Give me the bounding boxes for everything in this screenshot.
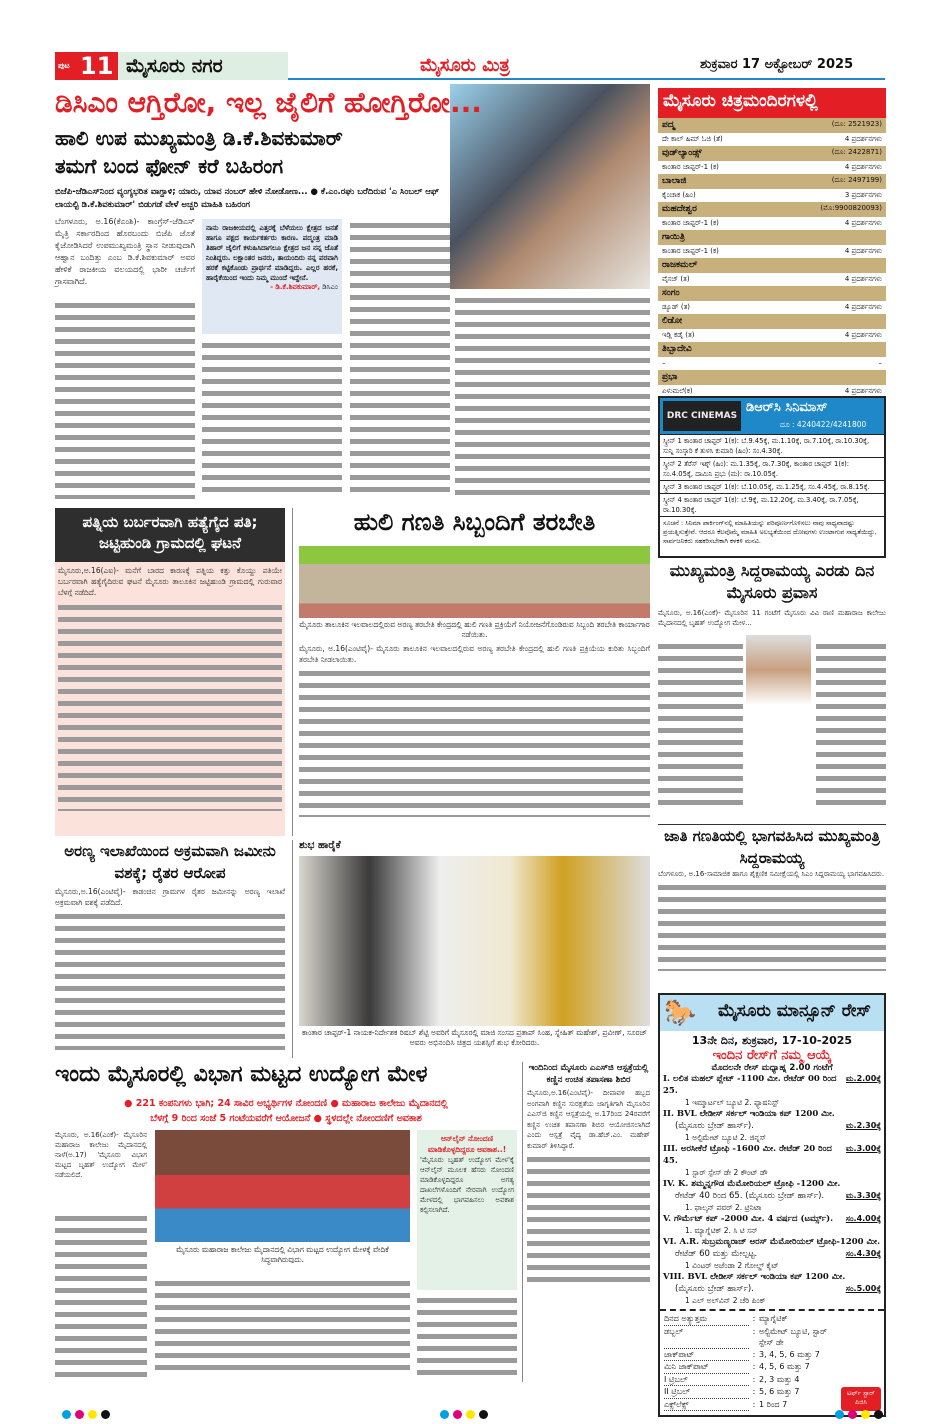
cinema-name: ಮಹದೇಶ್ವರ	[662, 204, 697, 214]
summary-value: 2, 3 ಮತ್ತು 4	[759, 1374, 800, 1384]
cinema-name: ಲಿಡೋ	[662, 316, 683, 326]
job-fair-bullets-2: ಬೆಳಗ್ಗೆ 9 ರಿಂದ ಸಂಜೆ 5 ಗಂಟೆಯವರೆಗೆ ಆಯೋಜನೆ ● ಸ್ಥಳದಲ್ಲೇ ನೋಂದಣಿಗೆ ಅವಕಾಶ	[150, 1113, 422, 1124]
murder-body-lines	[58, 601, 282, 811]
race-day: 13ನೇ ದಿನ, ಶುಕ್ರವಾರ, 17-10-2025	[691, 1034, 853, 1047]
cm-visit-body-lines-2	[816, 640, 886, 810]
cinema-film-row	[658, 161, 886, 174]
murder-headline: ಪತ್ನಿಯ ಬರ್ಬರವಾಗಿ ಹತ್ಯೆಗೈದ ಪತಿ; ಜಟ್ಟಿಹುಂಡಿ ಗ್ರಾಮದಲ್ಲಿ ಘಟನೆ	[55, 508, 285, 562]
drc-screen-row: ಸ್ಕ್ರೀನ್ 1 ಕಾಂತಾರ ಚಾಪ್ಟರ್ 1(ಕ): ಬೆ.9.45ಕ್ಕೆ, ಮ.1.10ಕ್ಕೆ, ರಾ.7.10ಕ್ಕೆ, ರಾ.10.30ಕ್ಕೆ, ಸುನ್ನಿ ಸಂಸ್ಕಾರಿ ಕೆ ತುಳಸಿ ಕುಮಾರಿ (ಹಿಂ): ಸಂ.4.30ಕ್ಕೆ.	[660, 434, 884, 457]
lead-body-column-4	[455, 294, 650, 499]
race-picks: 1 ಇಮ್ಮಾರ್ಟಲ್ ಬ್ಯೂಟಿ 2. ಫ್ಯಾಷನಿಸ್ಟ್	[685, 1098, 779, 1107]
issue-date: ಶುಕ್ರವಾರ 17 ಅಕ್ಟೋಬರ್ 2025	[700, 57, 854, 72]
drc-phone: ದೂ : 4240422/4241800	[780, 420, 867, 429]
race-title-row	[663, 1143, 881, 1167]
race-name: V. ಗೌರ್ಮೆಟ್ ಕಪ್ -2000 ಮೀ. 4 ವರ್ಷದ (ಟರ್ಮ್ಸ್).	[663, 1214, 834, 1224]
race-name: IV. K. ಶಮ್ಮನ್ನಗೌಡ ಮೆಮೋರಿಯಲ್ ಟ್ರೋಫಿ -1200 ಮೀ.	[663, 1179, 841, 1189]
race-time: ಮ.3.00ಕ್ಕೆ	[845, 1144, 881, 1153]
lead-kicker: ಬಿಜೆಪಿ-ಜೆಡಿಎಸ್‌ನಿಂದ ವ್ಯಂಗ್ಯಭರಿತ ವಾಗ್ದಾಳಿ; ಯಾರು, ಯಾವ ನಂಬರ್ ಹೇಳಿ ನೋಡೋಣ... ● ಕೆ.ಎಂ.ರಘು ಬರೆದಿರುವ 'ಎ ಸಿಂಬಲ್ ಆಫ್ ಲಾಯಲ್ಟಿ ಡಿ.ಕೆ.ಶಿವಕುಮಾರ್' ಬಿಡುಗಡೆ ವೇಳೆ ಅಚ್ಚರಿ ಮಾಹಿತಿ ಬಹಿರಂಗ	[55, 187, 440, 210]
race-title-row	[663, 1178, 881, 1190]
cinema-name-row	[658, 258, 886, 273]
race-entry	[663, 1143, 881, 1178]
race-summary-row	[664, 1349, 880, 1362]
show-count: 4 ಪ್ರದರ್ಶನಗಳು	[844, 219, 882, 227]
turf-star-badge: ಟರ್ಫ್ ಸ್ಟಾರ್ ಪಿಜಿಸಿ	[841, 1387, 881, 1411]
murder-story	[55, 508, 285, 836]
race-title: ಮೈಸೂರು ಮಾನ್ಸೂನ್ ರೇಸ್	[718, 1001, 871, 1021]
film-title: ವೈಸಜ್ (ತ)	[662, 275, 690, 283]
race-sub-row	[663, 1190, 881, 1202]
summary-label: ಎಕ್ಸ್‌ಲೆಕ್ಸ್	[664, 1399, 749, 1412]
eye-camp-headline: ಇಂದಿನಿಂದ ಮೈಸೂರು ಎಎಸ್‌ಜಿ ಆಸ್ಪತ್ರೆಯಲ್ಲಿ ಕಣ್ಣಿನ ಉಚಿತ ತಪಾಸಣಾ ಶಿಬಿರ	[528, 1063, 649, 1085]
drc-screen-row: ಸ್ಕ್ರೀನ್ 2 ತೆರೆಸ್ ಇಶ್ಕ್ (ಹಿಂ): ಮ.1.35ಕ್ಕೆ, ರಾ.7.30ಕ್ಕೆ, ಕಾಂತಾರ ಚಾಪ್ಟರ್ 1(ಕ): ಸಂ.4.05ಕ್ಕೆ, ದಾಮಿನಿ ಪ್ರಭು (ಮ): ರಾ.10.05ಕ್ಕೆ.	[660, 457, 884, 480]
cinema-name: ವುಡ್‌ಲ್ಯಾಂಡ್ಸ್	[662, 148, 702, 158]
registration-marks-center	[440, 1404, 492, 1423]
job-fair-photo-caption: ಮೈಸೂರು ಮಹಾರಾಜ ಕಾಲೇಜು ಮೈದಾನದಲ್ಲಿ ವಿಭಾಗ ಮಟ್ಟದ ಉದ್ಯೋಗ ಮೇಳಕ್ಕೆ ವೇದಿಕೆ ಸಿದ್ಧವಾಗಿರುವುದು.	[176, 1245, 389, 1264]
quote-text: ನಾನು ರಾಜಕೀಯದಲ್ಲಿ ಎತ್ತರಕ್ಕೆ ಬೆಳೆಯಲು ಕ್ಷೇತ್ರದ ಜನತೆ ಹಾಗೂ ಪಕ್ಷದ ಕಾರ್ಯಕರ್ತರು ಕಾರಣ. ಪದ್ಮಂತ್ರ ಮಾಡಿ ತಿಹಾರ್ ಜೈಲಿಗೆ ಕಳುಹಿಸಿದಾಗಲೂ ಕ್ಷೇತ್ರದ ಜನ ನನ್ನ ಜೊತೆ ನಿಂತಿದ್ದರು. ಲಕ್ಷಾಂತರ ಜನರು, ತಾಯಂದಿರು ನನ್ನ ಪರವಾಗಿ ಹರಕೆ ಕಟ್ಟಿಕೊಂಡು ಪ್ರಾರ್ಥನೆ ಮಾಡಿದ್ದರು. ಎಲ್ಲರ ಹರಕೆ, ಹಾರೈಕೆಯಿಂದ ಇಂದು ನಿಮ್ಮ ಮುಂದೆ ಇದ್ದೇನೆ.	[206, 224, 338, 282]
film-title: ಕಾಂತಾರ ಚಾಪ್ಟರ್-1 (ಕ)	[662, 163, 719, 171]
job-fair-body: ಮೈಸೂರು, ಅ.16(ಎಂಕೆ)- ಮೈಸೂರಿನ ಮಹಾರಾಜ ಕಾಲೇಜು ಮೈದಾನದಲ್ಲಿ ನಾಳೆ(ಅ.17) 'ಮೈಸೂರು ವಿಭಾಗ ಮಟ್ಟದ ಬೃಹತ್ ಉದ್ಯೋಗ ಮೇಳ' ನಡೆಯಲಿದೆ.	[55, 1131, 147, 1179]
lead-body-column-2	[202, 339, 342, 499]
race-first-time: ಮೊದಲನೇ ರೇಸ್ ಮಧ್ಯಾಹ್ನ 2.00 ಗಂಟೆಗೆ	[711, 1063, 833, 1073]
race-time: ಮ.3.30ಕ್ಕೆ	[845, 1191, 881, 1200]
film-title: ಕಾಂತಾರ ಚಾಪ್ಟರ್-1 (ಕ)	[662, 247, 719, 255]
summary-value: 3, 4, 5, 6 ಮತ್ತು 7	[759, 1349, 820, 1359]
race-picks: 1 ಸ್ಟಾರ್ ಸ್ಪೇಸ್ ಡೇ 2 ಕೌಂಟ್ ಡೌ	[685, 1168, 768, 1177]
drc-screen-row: ಸ್ಕ್ರೀನ್ 4 ಕಾಂತಾರ ಚಾಪ್ಟರ್ 1(ಕ): ಬೆ.9ಕ್ಕೆ, ಮ.12.20ಕ್ಕೆ, ಮ.3.40ಕ್ಕೆ, ರಾ.7.05ಕ್ಕೆ, ರಾ.10.30ಕ್ಕೆ.	[660, 493, 884, 516]
race-time: ಮ.2.30ಕ್ಕೆ	[845, 1121, 881, 1130]
summary-label: ಮಿನಿ ಜಾಕ್‌ಪಾಟ್	[664, 1361, 749, 1374]
summary-sep: :	[752, 1349, 756, 1359]
online-registration-body: 'ಮೈಸೂರು ಬೃಹತ್ ಉದ್ಯೋಗ ಮೇಳ'ಕ್ಕೆ ಆನ್‌ಲೈನ್ ಮೂಲಕ ಹೆಸರು ನೋಂದಣಿ ಮಾಡಿಕೊಳ್ಳದಿದ್ದರೂ ಅಗತ್ಯ ದಾಖಲೆಗಳೊಂದಿಗೆ ನೇರವಾಗಿ ಉದ್ಯೋಗ ಮೇಳದಲ್ಲಿ ಭಾಗವಹಿಸಲು ಅವಕಾಶ ಕಲ್ಪಿಸಲಾಗಿದೆ.	[420, 1156, 514, 1214]
cinema-film-row	[658, 245, 886, 258]
race-sub-row	[663, 1120, 881, 1132]
film-title: ದೇ ಕಾಲ್ ಹಿಮ್ ಓಜಿ (ತೆ)	[662, 135, 723, 143]
show-count: 4 ಪ್ರದರ್ಶನಗಳು	[844, 163, 882, 171]
job-fair-body-lines-3	[417, 1294, 517, 1377]
cinema-phone: (ದೂ: 2497199)	[831, 176, 882, 184]
summary-value: ಮ್ಯಾಗ್ನೆಟಿಕ್	[759, 1314, 788, 1323]
show-count: 4 ಪ್ರದರ್ಶನಗಳು	[844, 387, 882, 395]
summary-label: ಡಬ್ಬಲ್	[664, 1326, 749, 1349]
job-fair-story	[55, 1062, 517, 1382]
race-sub-row	[663, 1248, 881, 1260]
show-count: –	[878, 359, 882, 367]
cinema-film-row	[658, 217, 886, 230]
race-summary-row	[664, 1313, 880, 1326]
cinema-name: ಸಂಗಂ	[662, 288, 680, 298]
drc-title: ಡಿಆರ್‌ಸಿ ಸಿನಿಮಾಸ್	[746, 400, 828, 415]
forest-headline: ಅರಣ್ಯ ಇಲಾಖೆಯಿಂದ ಅಕ್ರಮವಾಗಿ ಜಮೀನು ವಶಕ್ಕೆ; ರೈತರ ಆರೋಪ	[64, 842, 276, 882]
registration-marks-left	[62, 1404, 114, 1423]
drc-screen-row: ಸ್ಕ್ರೀನ್ 3 ಕಾಂತಾರ ಚಾಪ್ಟರ್ 1(ಕ): ಬೆ.10.05ಕ್ಕೆ, ಮ.1.25ಕ್ಕೆ, ಸಂ.4.45ಕ್ಕೆ, ರಾ.8.15ಕ್ಕೆ.	[660, 480, 884, 493]
cm-visit-body: ಮೈಸೂರು, ಅ.16(ಎಂಕೆ)- ಮೈಸೂರಿನ 11 ಗಂಟೆಗೆ ಮೈಸೂರು ವಿವಿ ರಾಣಿ ಮಹಾರಾಜ ಕಾಲೇಜು ಮೈದಾನದಲ್ಲಿ ಬೃಹತ್ ಉದ್ಯೋಗ ಮೇಳ...	[658, 609, 886, 627]
caste-census-story	[658, 824, 886, 990]
race-title-row	[663, 1108, 881, 1120]
summary-label: ಜಾಕ್‌ಪಾಟ್	[664, 1349, 749, 1362]
show-count: 4 ಪ್ರದರ್ಶನಗಳು	[844, 275, 882, 283]
cinema-film-row	[658, 301, 886, 314]
forest-story	[55, 840, 285, 1058]
job-fair-body-lines-2	[155, 1277, 410, 1377]
cinema-name-row	[658, 370, 886, 385]
race-picks: 1. ಮ್ಯಾಗ್ನೆಟಿಕ್ 2. ಸಿ ಟಿ ಸನ್	[685, 1226, 758, 1235]
eye-camp-body: ಮೈಸೂರು,ಅ.16(ಎಂಟಿವೈ)- ದೀಪಾವಳಿ ಹಬ್ಬದ ಅಂಗವಾಗಿ ಕಣ್ಣಿನ ಸುರಕ್ಷತೆಯ ಜಾಗೃತಿಗಾಗಿ ಮೈಸೂರಿನ ಎಎಸ್‌ಜಿ ಕಣ್ಣಿನ ಆಸ್ಪತ್ರೆಯಲ್ಲಿ ಅ.17ರಿಂದ 24ರವರೆಗೆ ಕಣ್ಣಿನ ಉಚಿತ ತಪಾಸಣಾ ಶಿಬಿರ ಆಯೋಜಿಸಲಾಗಿದೆ ಎಂದು ಆಸ್ಪತ್ರೆ ವೈದ್ಯ ಡಾ.ಹೆಚ್.ಎಂ. ಮಹೇಶ್ ಕುಮಾರ್ ತಿಳಿಸಿದ್ದಾರೆ.	[527, 1089, 650, 1150]
cinema-film-row	[658, 189, 886, 202]
summary-sep: :	[752, 1326, 756, 1336]
drc-note: ಸೂಚನೆ : ಸಿನಿಮಾ ಪಾರ್ಕಿಂಗ್‌ನಲ್ಲಿ ಮಾಹಿತಿಯನ್ನು ಪರಿಪೂರ್ಣಗೊಳಿಸಲು ನಾವು ಸಾಧ್ಯವಾದಷ್ಟು ಪ್ರಯತ್ನಿಸುತ್ತೇವೆ. ಆದರೂ ಕೆಲವೊಮ್ಮೆ ಮಾಹಿತಿ ಅಲಭ್ಯತೆಯಿಂದ ದೋಷಗಳು ಉಂಟಾಗುವ ಸಾಧ್ಯತೆಯಿದ್ದು, ಸಾರ್ವಜನಿಕರು ಸಹಕರಿಸಬೇಕಾಗಿ ಕಳಕಳಿ ಮನವಿ.	[660, 516, 884, 548]
race-picks: 1 ಎಲ್ ಅಲ್‌ವಿನ್ 2 ಚೆರಿ ಪಿಂಕ್	[685, 1296, 766, 1305]
wishes-label: ಶುಭ ಹಾರೈಕೆ	[299, 840, 341, 851]
show-count: 4 ಪ್ರದರ್ಶನಗಳು	[844, 247, 882, 255]
race-tagline: ಇಂದಿನ ರೇಸ್‌ಗೆ ನಮ್ಮ ಆಯ್ಕೆ	[712, 1048, 832, 1063]
race-summary-row	[664, 1326, 880, 1349]
cinema-phone: (ಮೊ:9900820093)	[820, 204, 882, 212]
film-title: ಡ್ಯೂಡ್ (ತ)	[662, 303, 691, 311]
page-label: ಪುಟ	[58, 61, 70, 70]
lead-quote-box	[202, 219, 342, 334]
siddaramaiah-photo	[746, 635, 811, 705]
quote-role: ಡಿಸಿಎಂ	[322, 283, 338, 291]
show-count: 4 ಪ್ರದರ್ಶನಗಳು	[844, 303, 882, 311]
race-summary	[660, 1309, 884, 1415]
cinema-phone: (ದೂ: 2521923)	[831, 120, 882, 128]
tiger-body-lines	[299, 667, 650, 817]
forest-body-lines	[55, 910, 285, 1050]
race-entry	[663, 1213, 881, 1236]
race-sub-row	[663, 1283, 881, 1295]
race-name: VIII. BVL ಲೇಡೀಸ್ ಸರ್ಕಲ್ ಇಂಡಿಯಾ ಕಪ್ 1200 ಮೀ.	[663, 1272, 846, 1282]
online-registration-box	[417, 1130, 517, 1290]
race-time: ಮ.2.00ಕ್ಕೆ	[845, 1074, 881, 1083]
eye-camp-body-lines	[527, 1153, 650, 1283]
wishes-story	[292, 840, 650, 1058]
race-picks: 1 ಅಲ್ಟಿಮೇಟ್ ಬ್ಯೂಟಿ 2. ಜಿನ್ನಸ್	[685, 1133, 767, 1142]
show-count: 3 ಪ್ರದರ್ಶನಗಳು	[844, 191, 882, 199]
cinema-name: ತಿಬ್ಬಾದೇವಿ	[662, 344, 692, 354]
job-fair-headline: ಇಂದು ಮೈಸೂರಲ್ಲಿ ವಿಭಾಗ ಮಟ್ಟದ ಉದ್ಯೋಗ ಮೇಳ	[55, 1062, 428, 1087]
cinema-phone: (ದೂ: 2422871)	[831, 148, 882, 156]
race-condition: ರೇಟೆಡ್ 60 ಮತ್ತು ಮೇಲ್ಪಟ್ಟ.	[675, 1249, 758, 1259]
cinema-name-row	[658, 146, 886, 161]
race-title-row	[663, 1073, 881, 1097]
cinema-name-row	[658, 174, 886, 189]
drc-cinemas-box	[658, 396, 886, 558]
summary-label: I ಟ್ರಿಬಲ್	[664, 1374, 749, 1387]
race-time: ಸಂ.4.00ಕ್ಕೆ	[845, 1214, 881, 1223]
wishes-caption: ಕಾಂತಾರ ಚಾಪ್ಟರ್-1 ನಾಯಕ-ನಿರ್ದೇಶಕ ರಿಷಬ್ ಶೆಟ್ಟಿ ಅವರಿಗೆ ಮೈಸೂರಲ್ಲಿ ಮಾಜಿ ಸಂಸದ ಪ್ರತಾಪ್ ಸಿಂಹ, ಸ್ನೇಹಿತ್ ಮಹೇಶ್, ಪ್ರವೀಣ್, ಸೂರಜ್ ಅವರು ಅಭಿನಂದಿಸಿ ಚಿತ್ರದ ಯಶಸ್ಸಿಗೆ ಶುಭ ಕೋರಿದರು.	[301, 1028, 648, 1047]
race-entry	[663, 1108, 881, 1143]
cinema-name-row	[658, 202, 886, 217]
cm-visit-headline: ಮುಖ್ಯಮಂತ್ರಿ ಸಿದ್ದರಾಮಯ್ಯ ಎರಡು ದಿನ ಮೈಸೂರು ಪ್ರವಾಸ	[669, 561, 875, 602]
cinema-name-row	[658, 342, 886, 357]
cinema-name: ಪದ್ಮ	[662, 120, 675, 130]
race-box	[658, 993, 886, 1417]
cinema-name-row	[658, 118, 886, 133]
quote-author: - ಡಿ.ಕೆ.ಶಿವಕುಮಾರ್,	[270, 283, 321, 291]
show-count: 4 ಪ್ರದರ್ಶನಗಳು	[844, 135, 882, 143]
summary-sep: :	[752, 1314, 756, 1323]
race-picks: 1. ಫಾಲ್ಕನ್ ಪವರ್ 2. ಟ್ರಿನಿಟಾ	[685, 1203, 762, 1212]
lead-headline: ಡಿಸಿಎಂ ಆಗ್ತಿರೋ, ಇಲ್ಲ ಜೈಲಿಗೆ ಹೋಗ್ತಿರೋ...	[55, 86, 482, 119]
cinema-film-row	[658, 357, 886, 370]
cm-visit-body-lines	[658, 640, 743, 810]
tiger-photo-caption: ಮೈಸೂರು ತಾಲೂಕಿನ ಇಲವಾಲದಲ್ಲಿರುವ ಅರಣ್ಯ ತರಬೇತಿ ಕೇಂದ್ರದಲ್ಲಿ ಹುಲಿ ಗಣತಿ ಪ್ರಕ್ರಿಯೆಗೆ ನಿಯೋಜನೆಗೊಂಡಿರುವ ಸಿಬ್ಬಂದಿ ತರಬೇತಿ ಕಾರ್ಯಾಗಾರ ನಡೆಯಿತು.	[299, 620, 650, 639]
tiger-census-story	[292, 508, 650, 836]
race-name: VI. A.R. ಸುಬ್ರಮಣ್ಯರಾಜ್ ಅರಸ್ ಮೆಮೋರಿಯಲ್ ಟ್ರೋಫಿ-1200 ಮೀ.	[663, 1237, 881, 1247]
summary-value: 5, 6 ಮತ್ತು 7	[759, 1387, 800, 1396]
cinema-name: ಬಾಲಾಜಿ	[662, 176, 687, 186]
race-name: I. ಲಲಿತ ಮಹಲ್ ಪ್ಲೇಟ್ -1100 ಮೀ. ರೇಟೆಡ್ 00 ರಿಂದ 25.	[663, 1074, 837, 1096]
race-condition: ರೇಟೆಡ್ 40 ರಿಂದ 65. (ಮೈಸೂರು ಬ್ರೇಡ್ ಹಾರ್ಸ್).	[675, 1191, 825, 1201]
lead-body: ಬೆಂಗಳೂರು, ಅ.16(ಕೆಎಂಶಿ)- ಕಾಂಗ್ರೆಸ್-ಜೆಡಿಎಸ್ ಮೈತ್ರಿ ಸರ್ಕಾರದಿಂದ ಹೊರಬಂದು ಬಿಜೆಪಿ ಜೊತೆ ಕೈಜೋಡಿಸಿದರೆ ಉಪಮುಖ್ಯಮಂತ್ರಿ ಸ್ಥಾನ ನೀಡುವುದಾಗಿ ಆಹ್ವಾನ ಬಂದಿತ್ತು ಎಂಬ ಡಿ.ಕೆ.ಶಿವಕುಮಾರ್ ಅವರ ಹೇಳಿಕೆ ರಾಜಕೀಯ ವಲಯದಲ್ಲಿ ಭಾರೀ ಚರ್ಚೆಗೆ ಗ್ರಾಸವಾಗಿದೆ.	[55, 217, 195, 286]
race-time: ಸಂ.4.30ಕ್ಕೆ	[845, 1249, 881, 1258]
summary-sep: :	[752, 1399, 756, 1409]
film-title: ಏಳುಮಲೆ(ಕ)	[662, 387, 693, 395]
job-fair-venue-photo	[155, 1130, 410, 1242]
lead-body-column-3	[350, 219, 450, 499]
cinema-name: ಗಾಯಿತ್ರಿ	[662, 232, 685, 242]
tiger-headline: ಹುಲಿ ಗಣತಿ ಸಿಬ್ಬಂದಿಗೆ ತರಬೇತಿ	[353, 508, 596, 536]
cm-visit-story	[658, 560, 886, 818]
race-time: ಸಂ.5.00ಕ್ಕೆ	[845, 1284, 881, 1293]
cinema-film-row	[658, 273, 886, 286]
race-summary-row	[664, 1361, 880, 1374]
cinema-listings	[658, 88, 886, 394]
race-entry	[663, 1236, 881, 1271]
film-title: ಇಡ್ಲಿ ಕಡೈ (ತ)	[662, 331, 695, 339]
show-count: 4 ಪ್ರದರ್ಶನಗಳು	[844, 331, 882, 339]
race-name: II. BVL ಲೇಡೀಸ್ ಸರ್ಕಲ್ ಇಂಡಿಯಾ ಕಪ್ 1200 ಮೀ.	[663, 1109, 835, 1119]
summary-value: 1 ರಿಂದ 7	[759, 1399, 788, 1409]
caste-census-headline: ಜಾತಿ ಗಣತಿಯಲ್ಲಿ ಭಾಗವಹಿಸಿದ ಮುಖ್ಯಮಂತ್ರಿ ಸಿದ್ದರಾಮಯ್ಯ	[664, 827, 880, 867]
masthead: ಮೈಸೂರು ಮಿತ್ರ	[420, 55, 510, 76]
cinema-name-row	[658, 286, 886, 301]
film-title: ಕೈಂಚಾಕ (ಹಿಂ)	[662, 191, 696, 199]
tiger-body: ಮೈಸೂರು, ಅ.16(ಎಂಟಿವೈ)- ಮೈಸೂರು ತಾಲೂಕಿನ ಇಲವಾಲದಲ್ಲಿರುವ ಅರಣ್ಯ ತರಬೇತಿ ಕೇಂದ್ರದಲ್ಲಿ ಹುಲಿ ಗಣತಿ ಪ್ರಕ್ರಿಯೆಯ ಕುರಿತು ಸಿಬ್ಬಂದಿಗೆ ತರಬೇತಿ ನೀಡಲಾಯಿತು.	[299, 644, 650, 664]
summary-value: 4, 5, 6 ಮತ್ತು 7	[759, 1362, 810, 1371]
page-number: 11	[80, 52, 114, 80]
race-title-row	[663, 1236, 881, 1248]
cinema-name-row	[658, 230, 886, 245]
race-entry	[663, 1271, 881, 1306]
cinema-title: ಮೈಸೂರು ಚಿತ್ರಮಂದಿರಗಳಲ್ಲಿ	[658, 88, 886, 118]
race-entry	[663, 1073, 881, 1108]
page-number-badge	[55, 52, 118, 80]
header-rule	[288, 78, 885, 80]
summary-label: II ಟ್ರಿಬಲ್	[664, 1386, 749, 1399]
section-name: ಮೈಸೂರು ನಗರ	[118, 52, 288, 80]
race-condition: (ಮೈಸೂರು ಬ್ರೇಡ್ ಹಾರ್ಸ್).	[675, 1121, 754, 1131]
race-condition: (ಮೈಸೂರು ಬ್ರೇಡ್ ಹಾರ್ಸ್).	[675, 1284, 754, 1294]
lead-subhead-2: ತಮಗೆ ಬಂದ ಫೋನ್ ಕರೆ ಬಹಿರಂಗ	[55, 154, 284, 178]
murder-body: ಮೈಸೂರು,ಅ.16(ಎಐ)- ಮನೆಗೆ ಬಾರದ ಕಾರಣಕ್ಕೆ ಪತ್ನಿಯ ಕತ್ತು ಕೊಯ್ದು ಪತಿಯೇ ಬರ್ಬರವಾಗಿ ಹತ್ಯೆಗೈದಿರುವ ಘಟನೆ ಮೈಸೂರು ತಾಲೂಕಿನ ಜಟ್ಟಿಹುಂಡಿ ಗ್ರಾಮದಲ್ಲಿ ಗುರುವಾರ ಬೆಳಗ್ಗೆ ನಡೆದಿದೆ.	[58, 566, 282, 597]
race-name: III. ಅರಸೀಕೆರೆ ಟ್ರೋಫಿ -1600 ಮೀ. ರೇಟೆಡ್ 20 ರಿಂದ 45.	[663, 1144, 832, 1166]
cinema-name: ಪ್ರಭಾ	[662, 372, 678, 382]
summary-value: ಅಲ್ಟಿಮೇಟ್ ಬ್ಯೂಟಿ, ಸ್ಟಾರ್ ಸ್ಪೇಸ್ ಡೇ	[759, 1326, 827, 1347]
film-title: –	[662, 359, 666, 367]
rishab-shetty-group-photo	[299, 856, 650, 1026]
drc-logo: DRC CINEMAS	[663, 401, 741, 431]
forest-body: ಮೈಸೂರು,ಅ.16(ಎಂಟಿವೈ)- ಕಾಡಂಚಿನ ಗ್ರಾಮಗಳ ರೈತರ ಜಮೀನನ್ನು ಅರಣ್ಯ ಇಲಾಖೆ ಅಕ್ರಮವಾಗಿ ವಶಕ್ಕೆ ಪಡೆದಿದೆ.	[55, 887, 285, 907]
cinema-film-row	[658, 133, 886, 146]
eye-camp-story	[522, 1062, 650, 1382]
race-title-row	[663, 1271, 881, 1283]
summary-label: ದಿನದ ಅತ್ಯುತ್ತಮ	[664, 1313, 749, 1326]
caste-census-body: ಬೆಂಗಳೂರು, ಅ.16-ಸಾಮಾಜಿಕ ಹಾಗೂ ಶೈಕ್ಷಣಿಕ ಸಮೀಕ್ಷೆಯಲ್ಲಿ ಸಿಎಂ ಸಿದ್ದರಾಮಯ್ಯ ಭಾಗವಹಿಸಿದರು.	[658, 870, 885, 878]
horse-rider-icon: 🐎	[664, 998, 697, 1028]
race-summary-row	[664, 1374, 880, 1387]
lead-story	[55, 84, 650, 504]
tiger-training-group-photo	[299, 546, 650, 618]
summary-sep: :	[752, 1362, 756, 1371]
cinema-film-row	[658, 329, 886, 342]
race-entry	[663, 1178, 881, 1213]
registration-marks-right	[835, 1404, 887, 1423]
lead-body-columns	[55, 299, 195, 499]
summary-sep: :	[752, 1387, 756, 1396]
job-fair-body-lines	[55, 1212, 147, 1377]
lead-subhead-1: ಹಾಲಿ ಉಪ ಮುಖ್ಯಮಂತ್ರಿ ಡಿ.ಕೆ.ಶಿವಕುಮಾರ್	[55, 126, 343, 150]
cinema-name: ರಾಜಕಮಲ್	[662, 260, 698, 270]
race-title-row	[663, 1213, 881, 1225]
cinema-name-row	[658, 314, 886, 329]
film-title: ಕಾಂತಾರ ಚಾಪ್ಟರ್-1 (ಕ)	[662, 219, 719, 227]
job-fair-bullets-1: ● 221 ಕಂಪನಿಗಳು ಭಾಗಿ; 24 ಸಾವಿರ ಅಭ್ಯರ್ಥಿಗಳ ನೋಂದಣಿ ● ಮಹಾರಾಜ ಕಾಲೇಜು ಮೈದಾನದಲ್ಲಿ	[124, 1098, 448, 1109]
summary-sep: :	[752, 1374, 756, 1384]
race-picks: 1 ವಿಂಟರ್ ಅಜೆಂಡಾ 2 ಗೋಲ್ಡ್ ಕೈಟ್	[685, 1261, 779, 1270]
caste-census-body-lines	[658, 881, 886, 971]
online-registration-title: ಆನ್‌ಲೈನ್ ನೋಂದಣಿ ಮಾಡಿಕೊಳ್ಳದಿದ್ದರೂ ಅವಕಾಶ..!	[427, 1134, 507, 1154]
